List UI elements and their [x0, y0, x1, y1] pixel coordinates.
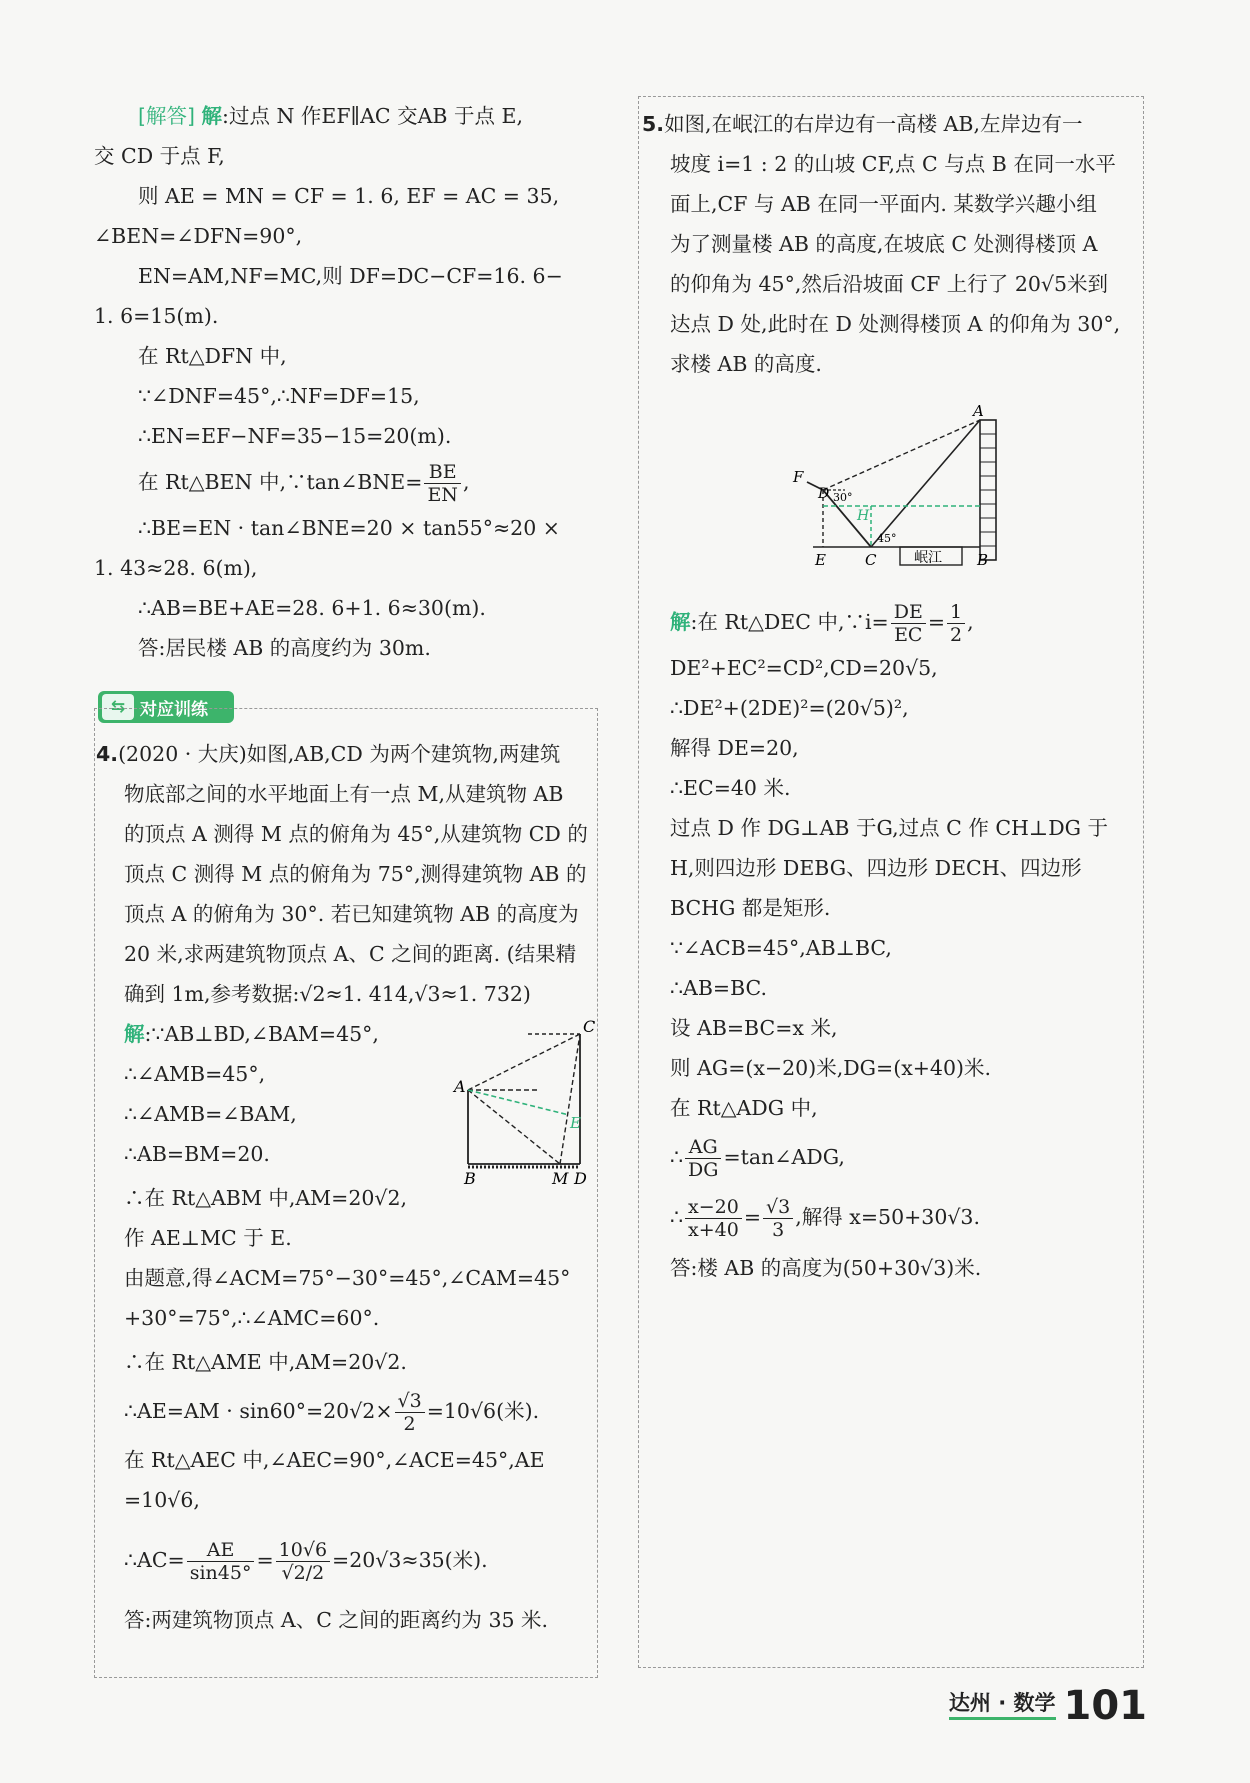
practice-banner: ⇆ 对应训练: [98, 691, 234, 723]
switch-arrows-icon: ⇆: [102, 694, 134, 720]
label-a: A: [454, 1077, 466, 1096]
problem-5: 5.如图,在岷江的右岸边有一高楼 AB,左岸边有一 坡度 i=1 : 2 的山坡 CF,点 C 与点 B 在同一水平 面上,CF 与 AB 在同一平面内. 某数学兴趣小组 为了测量楼 AB 的高度,在坡底 C 处测得楼顶 A 的仰角为 45°,然后沿坡面 CF 上行了 20√5米到 达点 D 处,此时在 D 处测得楼顶 A 的仰角为 30°, 求楼 AB 的高度.: [642, 112, 1121, 376]
solution-label: 解: [124, 1022, 145, 1046]
label-e: E: [815, 551, 826, 569]
label-c: C: [865, 551, 877, 569]
problem-5-solution: 解:在 Rt△DEC 中,∵i= $\frac{DE}{EC}$ = $\frac{1}{2}$ , DE²+EC²=CD²,CD=20√5, ∴DE²+(2DE)²=(20√5)², 解得 DE=20, ∴EC=40 米. 过点 D 作 DG⊥AB 于G,过点 C 作 CH⊥DG 于 H,则四边形 DEBG、四边形 DECH、四边形 BCHG 都是矩形. ∵∠ACB=45°,AB⊥BC, ∴AB=BC. 设 AB=BC=x 米, 则 AG=(x−20)米,DG=(x+40)米. 在 Rt△ADG 中, ∴ $\frac{AG}{DG}$ =tan∠ADG, ∴ $\frac{x-20}{x+40}$ = $\frac{√3}{3}$ ,解得 x=50+30√3. 答:楼 AB 的高度为(50+30√3)米.: [670, 601, 1109, 1280]
label-f: F: [793, 468, 804, 486]
solution-label: 解: [201, 104, 223, 128]
label-c: C: [583, 1017, 596, 1036]
label-d: D: [818, 486, 830, 502]
label-30deg: 30°: [833, 491, 853, 504]
figure-4: [448, 1012, 598, 1188]
page-footer: [948, 1683, 1147, 1729]
label-a: A: [973, 402, 984, 420]
figure-5: [785, 402, 1015, 572]
label-d: D: [574, 1169, 587, 1188]
solution-label: 解: [670, 610, 691, 634]
label-m: M: [552, 1169, 569, 1188]
page-number: 101: [1063, 1683, 1147, 1729]
label-45deg: 45°: [877, 532, 897, 545]
problem-4: 4.(2020 · 大庆)如图,AB,CD 为两个建筑物,两建筑 物底部之间的水平地面上有一点 M,从建筑物 AB 的顶点 A 测得 M 点的俯角为 45°,从建筑物 CD 的 顶点 C 测得 M 点的俯角为 75°,测得建筑物 AB 的 顶点 A 的俯角为 30°. 若已知建筑物 AB 的高度为 20 米,求两建筑物顶点 A、C 之间的距离. (结果精 确到 1m,参考数据:√2≈1. 414,√3≈1. 732) 解:∵AB⊥BD,∠BAM=45°, ∴∠AMB=45°, ∴∠AMB=∠BAM, ∴AB=BM=20. ∴在 Rt△ABM 中,AM=20√2, 作 AE⊥MC 于 E. 由题意,得∠ACM=75°−30°=45°,∠CAM=45° +30°=75°,∴∠AMC=60°. ∴在 Rt△AME 中,AM=20√2. ∴AE=AM · sin60°=20√2× $\frac{√3}{2}$ =10√6(米). 在 Rt△AEC 中,∠AEC=90°,∠ACE=45°,AE =10√6, ∴AC= $\frac{AE}{\sin 45^\circ}$ = $\frac{10√6}{√2/2}$ =20√3≈35(米). 答:两建筑物顶点 A、C 之间的距离约为 35 米.: [96, 742, 588, 1632]
label-b: B: [464, 1169, 476, 1188]
label-e: E: [570, 1114, 581, 1132]
subject-label: 达州 · 数学: [949, 1687, 1056, 1720]
left-solution: [解答] 解:过点 N 作EF∥AC 交AB 于点 E, 交 CD 于点 F, 则 AE = MN = CF = 1. 6, EF = AC = 35, ∠BEN=∠DFN=90°, EN=AM,NF=MC,则 DF=DC−CF=16. 6− 1. 6=15(m). 在 Rt△DFN 中, ∵∠DNF=45°,∴NF=DF=15, ∴EN=EF−NF=35−15=20(m). 在 Rt△BEN 中,∵tan∠BNE= $\frac{BE}{EN}$ , ∴BE=EN · tan∠BNE=20 × tan55°≈20 × 1. 43≈28. 6(m), ∴AB=BE+AE=28. 6+1. 6≈30(m). 答:居民楼 AB 的高度约为 30m.: [94, 104, 563, 660]
label-river: 岷江: [914, 550, 942, 566]
label-b: B: [977, 551, 989, 569]
label-h: H: [857, 508, 870, 524]
answer-tag: [解答]: [138, 104, 195, 128]
fraction: $\frac{BE}{EN}$: [424, 461, 461, 506]
